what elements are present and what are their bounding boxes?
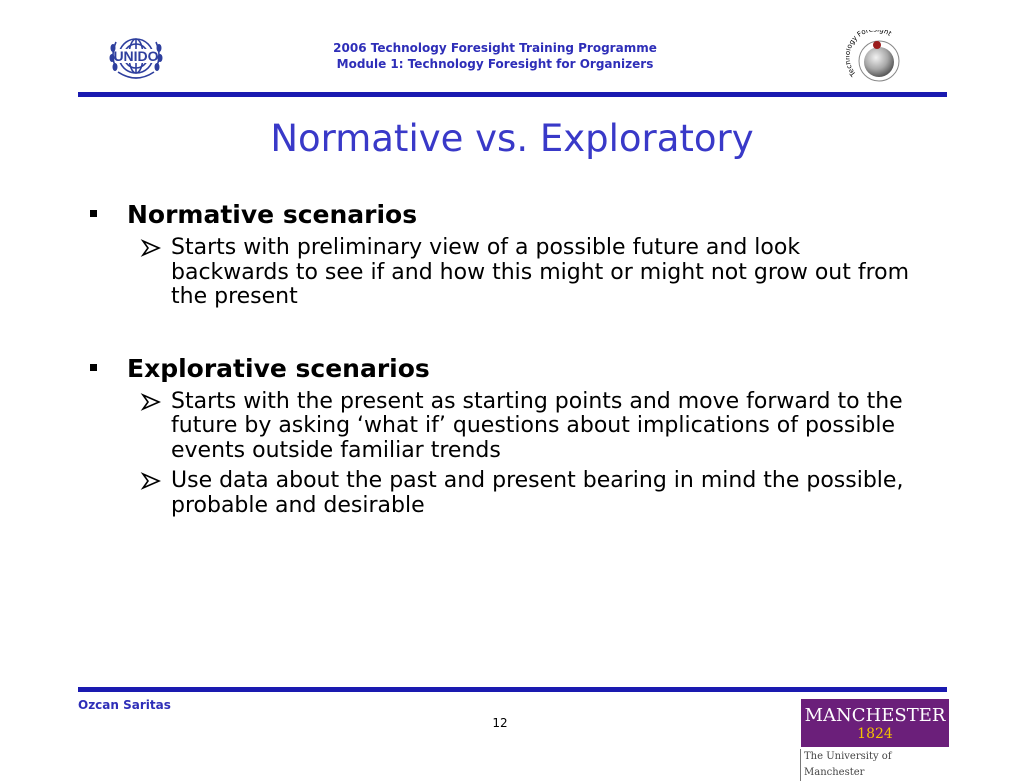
slide-title: Normative vs. Exploratory: [270, 117, 754, 160]
header-divider: [78, 92, 947, 97]
square-bullet-icon: [90, 364, 97, 371]
manchester-logo-box: [801, 699, 949, 747]
square-bullet-icon: [90, 210, 97, 217]
foresight-logo-text: Te ogy For ght: [846, 30, 893, 78]
arrow-bullet-icon: [140, 239, 162, 257]
manchester-logo-caption: The University of Manchester: [800, 749, 950, 781]
sub-point-text: Use data about the past and present bearing in mind the possible, probable and desirable: [171, 468, 904, 518]
bullet-explorative-scenarios: [90, 354, 950, 384]
unido-logo-text: UNIDO: [113, 48, 159, 64]
bullet-heading: Explorative scenarios: [127, 353, 430, 383]
footer-divider: [78, 687, 947, 692]
bullet-heading: Normative scenarios: [127, 200, 418, 229]
sub-point: [140, 469, 921, 518]
page-number: 12: [492, 716, 508, 730]
university-of-manchester-logo: [800, 699, 950, 778]
header-line-2: Module 1: Technology Foresight for Organizers: [336, 57, 654, 71]
slide-content: [90, 200, 950, 518]
sub-point-text: Starts with preliminary view of a possible future and look backwards to see if and how this might or might not grow out from the present: [171, 235, 910, 309]
unido-logo: [104, 28, 168, 84]
arrow-bullet-icon: [140, 472, 162, 490]
manchester-logo-name: MANCHESTER: [804, 705, 946, 726]
sub-point: [140, 236, 921, 310]
arrow-bullet-icon: [140, 393, 162, 411]
sub-point: [140, 390, 921, 464]
header-text: [270, 40, 720, 72]
author-name: Ozcan Saritas: [78, 698, 171, 712]
technology-foresight-logo: [846, 30, 908, 88]
bullet-normative-scenarios: [90, 200, 950, 230]
header-line-1: 2006 Technology Foresight Training Programme: [333, 41, 657, 55]
manchester-logo-year: 1824: [857, 726, 893, 742]
sub-point-text: Starts with the present as starting points and move forward to the future by asking ‘what if’ questions about implications of possible events outside familiar trends: [171, 388, 903, 463]
